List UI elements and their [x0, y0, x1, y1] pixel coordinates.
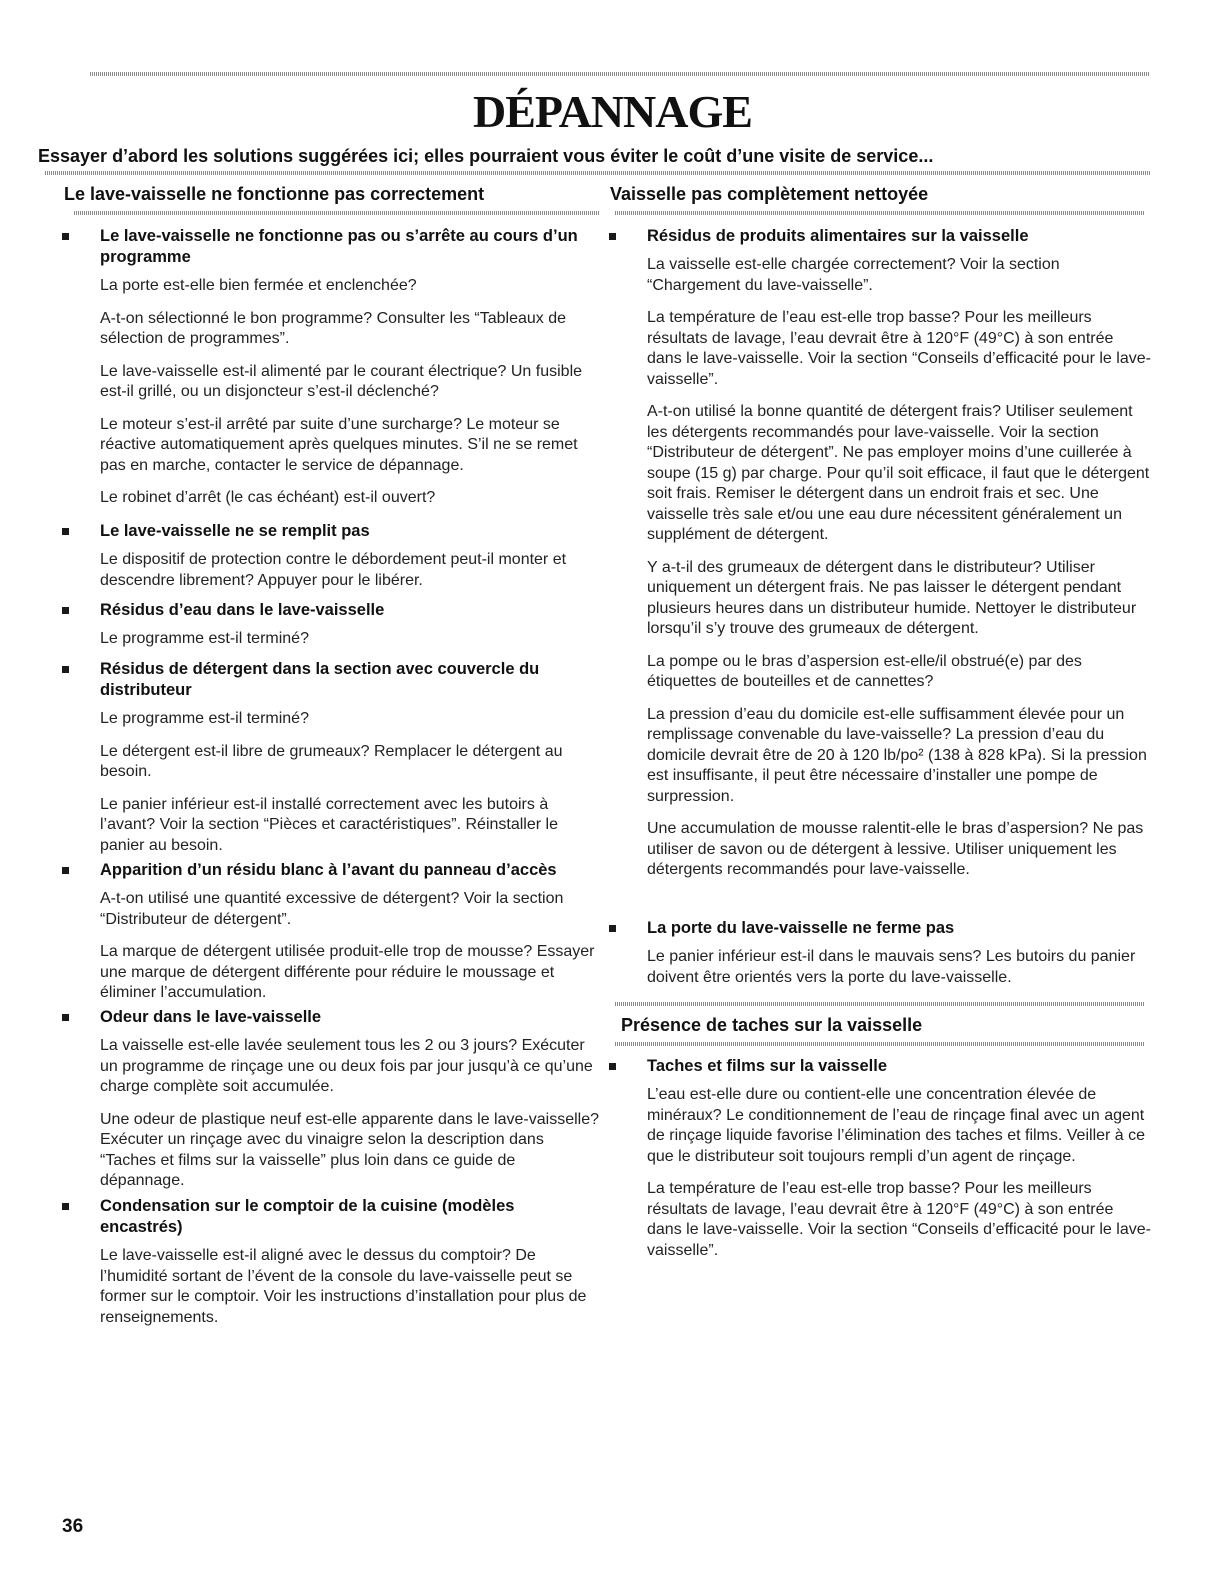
paragraph: La vaisselle est-elle chargée correctement? Voir la section “Chargement du lave-vaisselle”. [647, 256, 1060, 294]
issue-food-residue [607, 226, 1152, 881]
paragraph: Le détergent est-il libre de grumeaux? Remplacer le détergent au besoin. [100, 742, 563, 780]
issue-water-residue [60, 600, 600, 650]
bullet-icon [62, 666, 69, 673]
issue-heading: Condensation sur le comptoir de la cuisine (modèles encastrés) [100, 1197, 515, 1236]
paragraph: La température de l’eau est-elle trop basse? Pour les meilleurs résultats de lavage, l’eau devrait être à 120°F (49°C) à son entrée dans le lave-vaisselle. Voir la section “Conseils d’efficacité pour le lave-vaisselle”. [647, 309, 1151, 388]
issue-heading: La porte du lave-vaisselle ne ferme pas [647, 919, 955, 937]
paragraph: Le robinet d’arrêt (le cas échéant) est-il ouvert? [100, 489, 436, 506]
bullet-icon [62, 1014, 69, 1021]
intro-rule [45, 171, 1150, 175]
paragraph: La vaisselle est-elle lavée seulement tous les 2 ou 3 jours? Exécuter un programme de rinçage une ou deux fois par jour jusqu’à ce qu’une charge complète soit accumulée. [100, 1037, 593, 1095]
issue-heading: Odeur dans le lave-vaisselle [100, 1008, 322, 1026]
paragraph: Une odeur de plastique neuf est-elle apparente dans le lave-vaisselle? Exécuter un rinçage avec du vinaigre selon la description dans “Taches et films sur la vaisselle” plus loin dans ce guide de dépannage. [100, 1110, 599, 1189]
paragraph: Le panier inférieur est-il installé correctement avec les butoirs à l’avant? Voir la section “Pièces et caractéristiques”. Réinstaller le panier au besoin. [100, 795, 558, 854]
paragraph: La pression d’eau du domicile est-elle suffisamment élevée pour un remplissage convenable du lave-vaisselle? La pression d’eau du domicile devrait être de 20 à 120 lb/po² (138 à 828 kPa). Si la pression est insuffisante, il peut être nécessaire d’installer une pompe de surpression. [647, 705, 1147, 805]
issue-door-not-closing [607, 918, 1152, 988]
issue-heading: Apparition d’un résidu blanc à l’avant du panneau d’accès [100, 861, 557, 879]
paragraph: L’eau est-elle dure ou contient-elle une concentration élevée de minéraux? Le conditionnement de l’eau de rinçage final avec un agent de rinçage liquide favorise l’élimination des taches et films. Veiller à ce que le distributeur soit toujours rempli d’un agent de rinçage. [647, 1086, 1146, 1165]
issue-heading: Résidus de produits alimentaires sur la vaisselle [647, 227, 1029, 245]
bullet-icon [62, 867, 69, 874]
paragraph: A-t-on utilisé la bonne quantité de détergent frais? Utiliser seulement les détergents recommandés pour lave-vaisselle. Voir la section “Distributeur de détergent”. Ne pas employer moins d’une cuillerée à soupe (15 g) par charge. Pour qu’il soit efficace, il faut que le détergent soit frais. Remiser le détergent dans un endroit frais et sec. Une vaisselle très sale et/ou une eau dure nécessitent généralement un supplément de détergent. [647, 403, 1150, 543]
paragraph: Le programme est-il terminé? [100, 630, 309, 647]
section-rule [615, 1002, 1145, 1006]
section-heading-spots: Présence de taches sur la vaisselle [621, 1015, 923, 1035]
paragraph: A-t-on utilisé une quantité excessive de détergent? Voir la section “Distributeur de détergent”. [100, 890, 564, 928]
paragraph: Le lave-vaisselle est-il aligné avec le dessus du comptoir? De l’humidité sortant de l’évent de la console du lave-vaisselle peut se former sur le comptoir. Voir les instructions d’installation pour plus de renseignements. [100, 1247, 587, 1326]
issue-heading: Le lave-vaisselle ne se remplit pas [100, 522, 370, 540]
issue-heading: Résidus de détergent dans la section avec couvercle du distributeur [100, 660, 540, 699]
issue-does-not-fill [60, 521, 600, 591]
paragraph: Le lave-vaisselle est-il alimenté par le courant électrique? Un fusible est-il grillé, ou un disjoncteur s’est-il déclenché? [100, 362, 583, 400]
top-rule [90, 72, 1150, 76]
issue-heading: Taches et films sur la vaisselle [647, 1057, 887, 1075]
section-rule [74, 211, 600, 215]
page-title: DÉPANNAGE [473, 86, 752, 137]
section-rule [615, 1042, 1145, 1046]
bullet-icon [609, 1063, 616, 1070]
bullet-icon [62, 528, 69, 535]
bullet-icon [609, 925, 616, 932]
paragraph: La porte est-elle bien fermée et enclenchée? [100, 277, 417, 294]
issue-white-residue [60, 860, 600, 1004]
issue-heading: Le lave-vaisselle ne fonctionne pas ou s’arrête au cours d’un programme [100, 227, 578, 266]
intro-line: Essayer d’abord les solutions suggérées ici; elles pourraient vous éviter le coût d’une visite de service... [38, 146, 934, 166]
paragraph: La marque de détergent utilisée produit-elle trop de mousse? Essayer une marque de détergent différente pour réduire le moussage et éliminer l’accumulation. [100, 943, 595, 1001]
paragraph: A-t-on sélectionné le bon programme? Consulter les “Tableaux de sélection de programmes”. [100, 309, 567, 347]
bullet-icon [62, 233, 69, 240]
paragraph: Le dispositif de protection contre le débordement peut-il monter et descendre librement? Appuyer pour le libérer. [100, 551, 567, 589]
bullet-icon [609, 233, 616, 240]
paragraph: Le programme est-il terminé? [100, 710, 309, 727]
bullet-icon [62, 1203, 69, 1210]
paragraph: Une accumulation de mousse ralentit-elle le bras d’aspersion? Ne pas utiliser de savon ou de détergent à lessive. Utiliser uniquement les détergents recommandés pour lave-vaisselle. [647, 820, 1144, 878]
paragraph: La température de l’eau est-elle trop basse? Pour les meilleurs résultats de lavage, l’eau devrait être à 120°F (49°C) à son entrée dans le lave-vaisselle. Voir la section “Conseils d’efficacité pour le lave-vaisselle”. [647, 1180, 1151, 1259]
paragraph: Le panier inférieur est-il dans le mauvais sens? Les butoirs du panier doivent être orientés vers la porte du lave-vaisselle. [647, 948, 1136, 986]
bullet-icon [62, 607, 69, 614]
issue-spots-films [607, 1056, 1152, 1261]
paragraph: La pompe ou le bras d’aspersion est-elle/il obstrué(e) par des étiquettes de bouteilles et de cannettes? [647, 652, 1082, 690]
paragraph: Y a-t-il des grumeaux de détergent dans le distributeur? Utiliser uniquement un détergent frais. Ne pas laisser le détergent pendant plusieurs heures dans un distributeur humide. Nettoyer le distributeur lorsqu’il s’y trouve des grumeaux de détergent. [647, 558, 1137, 637]
section-heading-not-working: Le lave-vaisselle ne fonctionne pas correctement [64, 184, 485, 204]
issue-heading: Résidus d’eau dans le lave-vaisselle [100, 601, 385, 619]
page-number: 36 [62, 1516, 84, 1537]
paragraph: Le moteur s’est-il arrêté par suite d’une surcharge? Le moteur se réactive automatiquement après quelques minutes. S’il ne se remet pas en marche, contacter le service de dépannage. [100, 415, 578, 474]
section-heading-not-clean: Vaisselle pas complètement nettoyée [610, 184, 929, 204]
issue-odor [60, 1007, 600, 1192]
section-rule [615, 211, 1145, 215]
issue-condensation [60, 1196, 600, 1328]
issue-stops-during-cycle [60, 226, 600, 509]
issue-detergent-residue [60, 659, 600, 856]
